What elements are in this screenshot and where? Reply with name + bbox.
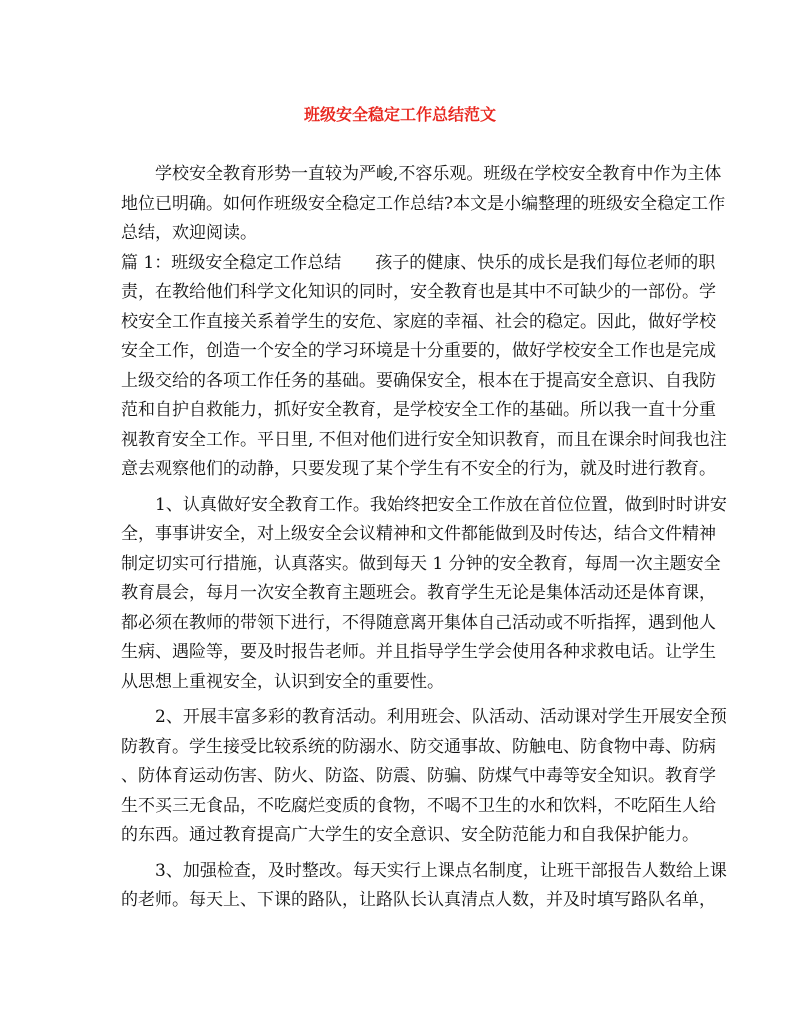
text-line: 的老师。每天上、下课的路队，让路队长认真清点人数，并及时填写路队名单， [121, 890, 716, 910]
text-line: 防教育。学生接受比较系统的防溺水、防交通事故、防触电、防食物中毒、防病 [121, 736, 716, 757]
item2-paragraph [121, 703, 727, 851]
document-body [121, 160, 727, 916]
text-line: 总结，欢迎阅读。 [121, 223, 257, 243]
text-line: 学校安全教育形势一直较为严峻,不容乐观。班级在学校安全教育中作为主体 [155, 164, 722, 184]
item3-paragraph [121, 857, 727, 916]
text-line: 制定切实可行措施，认真落实。做到每天 1 分钟的安全教育，每周一次主题安全 [121, 553, 721, 574]
text-line: 都必须在教师的带领下进行，不得随意离开集体自己活动或不听指挥，遇到他人 [121, 612, 716, 633]
text-line: 生病、遇险等，要及时报告老师。并且指导学生学会使用各种求救电话。让学生 [121, 642, 716, 662]
item1-paragraph [121, 491, 727, 698]
text-line: 2、开展丰富多彩的教育活动。利用班会、队活动、活动课对学生开展安全预 [155, 707, 727, 727]
text-line: 地位已明确。如何作班级安全稳定工作总结?本文是小编整理的班级安全稳定工作 [121, 193, 726, 214]
text-line: 从思想上重视安全，认识到安全的重要性。 [121, 671, 444, 692]
intro-paragraph [121, 160, 726, 249]
text-line: 全，事事讲安全，对上级安全会议精神和文件都能做到及时传达，结合文件精神 [121, 524, 716, 544]
text-line: 教育晨会，每月一次安全教育主题班会。教育学生无论是集体活动还是体育课， [121, 583, 716, 603]
part1-paragraph [121, 249, 727, 485]
text-line: 视教育安全工作。平日里, 不但对他们进行安全知识教育，而且在课余时间我也注 [121, 429, 727, 450]
text-line: 校安全工作直接关系着学生的安危、家庭的幸福、社会的稳定。因此，做好学校 [121, 311, 716, 332]
text-line: 生不买三无食品，不吃腐烂变质的食物，不喝不卫生的水和饮料，不吃陌生人给 [121, 795, 716, 816]
text-line: 上级交给的各项工作任务的基础。要确保安全，根本在于提高安全意识、自我防 [121, 370, 716, 391]
text-line: 范和自护自救能力，抓好安全教育，是学校安全工作的基础。所以我一直十分重 [121, 400, 716, 420]
text-line: 的东西。通过教育提高广大学生的安全意识、安全防范能力和自我保护能力。 [121, 825, 699, 845]
text-line: 安全工作，创造一个安全的学习环境是十分重要的，做好学校安全工作也是完成 [121, 341, 716, 361]
text-line: 、防体育运动伤害、防火、防盗、防震、防骗、防煤气中毒等安全知识。教育学 [121, 766, 716, 786]
text-line: 责，在教给他们科学文化知识的同时，安全教育也是其中不可缺少的一部份。学 [121, 282, 716, 302]
text-line: 篇 1：班级安全稳定工作总结 孩子的健康、快乐的成长是我们每位老师的职 [121, 252, 716, 273]
text-line: 意去观察他们的动静，只要发现了某个学生有不安全的行为，就及时进行教育。 [121, 459, 716, 479]
document-title: 班级安全稳定工作总结范文 [303, 105, 496, 124]
text-line: 1、认真做好安全教育工作。我始终把安全工作放在首位位置，做到时时讲安 [155, 494, 727, 515]
text-line: 3、加强检查，及时整改。每天实行上课点名制度，让班干部报告人数给上课 [155, 860, 727, 881]
